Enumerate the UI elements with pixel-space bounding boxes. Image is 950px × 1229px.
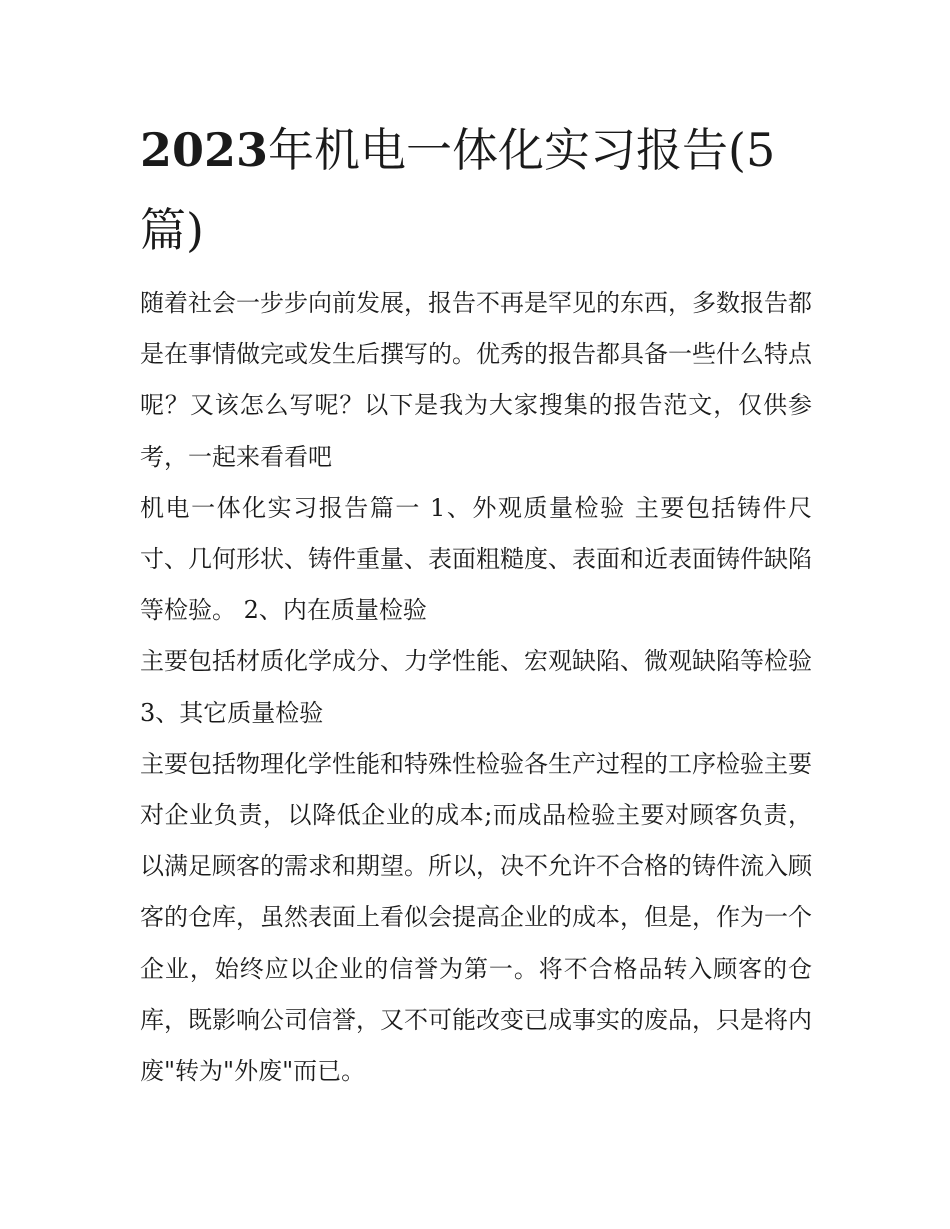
title-text: 年机电一体化实习报告(5篇): [140, 123, 776, 257]
intro-paragraph: 随着社会一步步向前发展，报告不再是罕见的东西，多数报告都是在事情做完或发生后撰写的。优秀的报告都具备一些什么特点呢？又该怎么写呢？以下是我为大家搜集的报告范文，仅供参考，一起来看看吧: [140, 289, 812, 471]
title-year: 2023: [140, 123, 269, 177]
document-body: [140, 278, 812, 1097]
body-paragraph: 主要包括材质化学成分、力学性能、宏观缺陷、微观缺陷等检验 3、其它质量检验: [140, 647, 812, 727]
document-content: [140, 110, 812, 1097]
body-paragraph: 机电一体化实习报告篇一 1、外观质量检验 主要包括铸件尺寸、几何形状、铸件重量、表面粗糙度、表面和近表面铸件缺陷等检验。 2、内在质量检验: [140, 493, 812, 625]
document-title: [140, 110, 812, 270]
body-paragraph: 主要包括物理化学性能和特殊性检验各生产过程的工序检验主要对企业负责，以降低企业的成本;而成品检验主要对顾客负责，以满足顾客的需求和期望。所以，决不允许不合格的铸件流入顾客的仓库，虽然表面上看似会提高企业的成本，但是，作为一个企业，始终应以企业的信誉为第一。将不合格品转入顾客的仓库，既影响公司信誉，又不可能改变已成事实的废品，只是将内废"转为"外废"而已。: [140, 749, 812, 1086]
